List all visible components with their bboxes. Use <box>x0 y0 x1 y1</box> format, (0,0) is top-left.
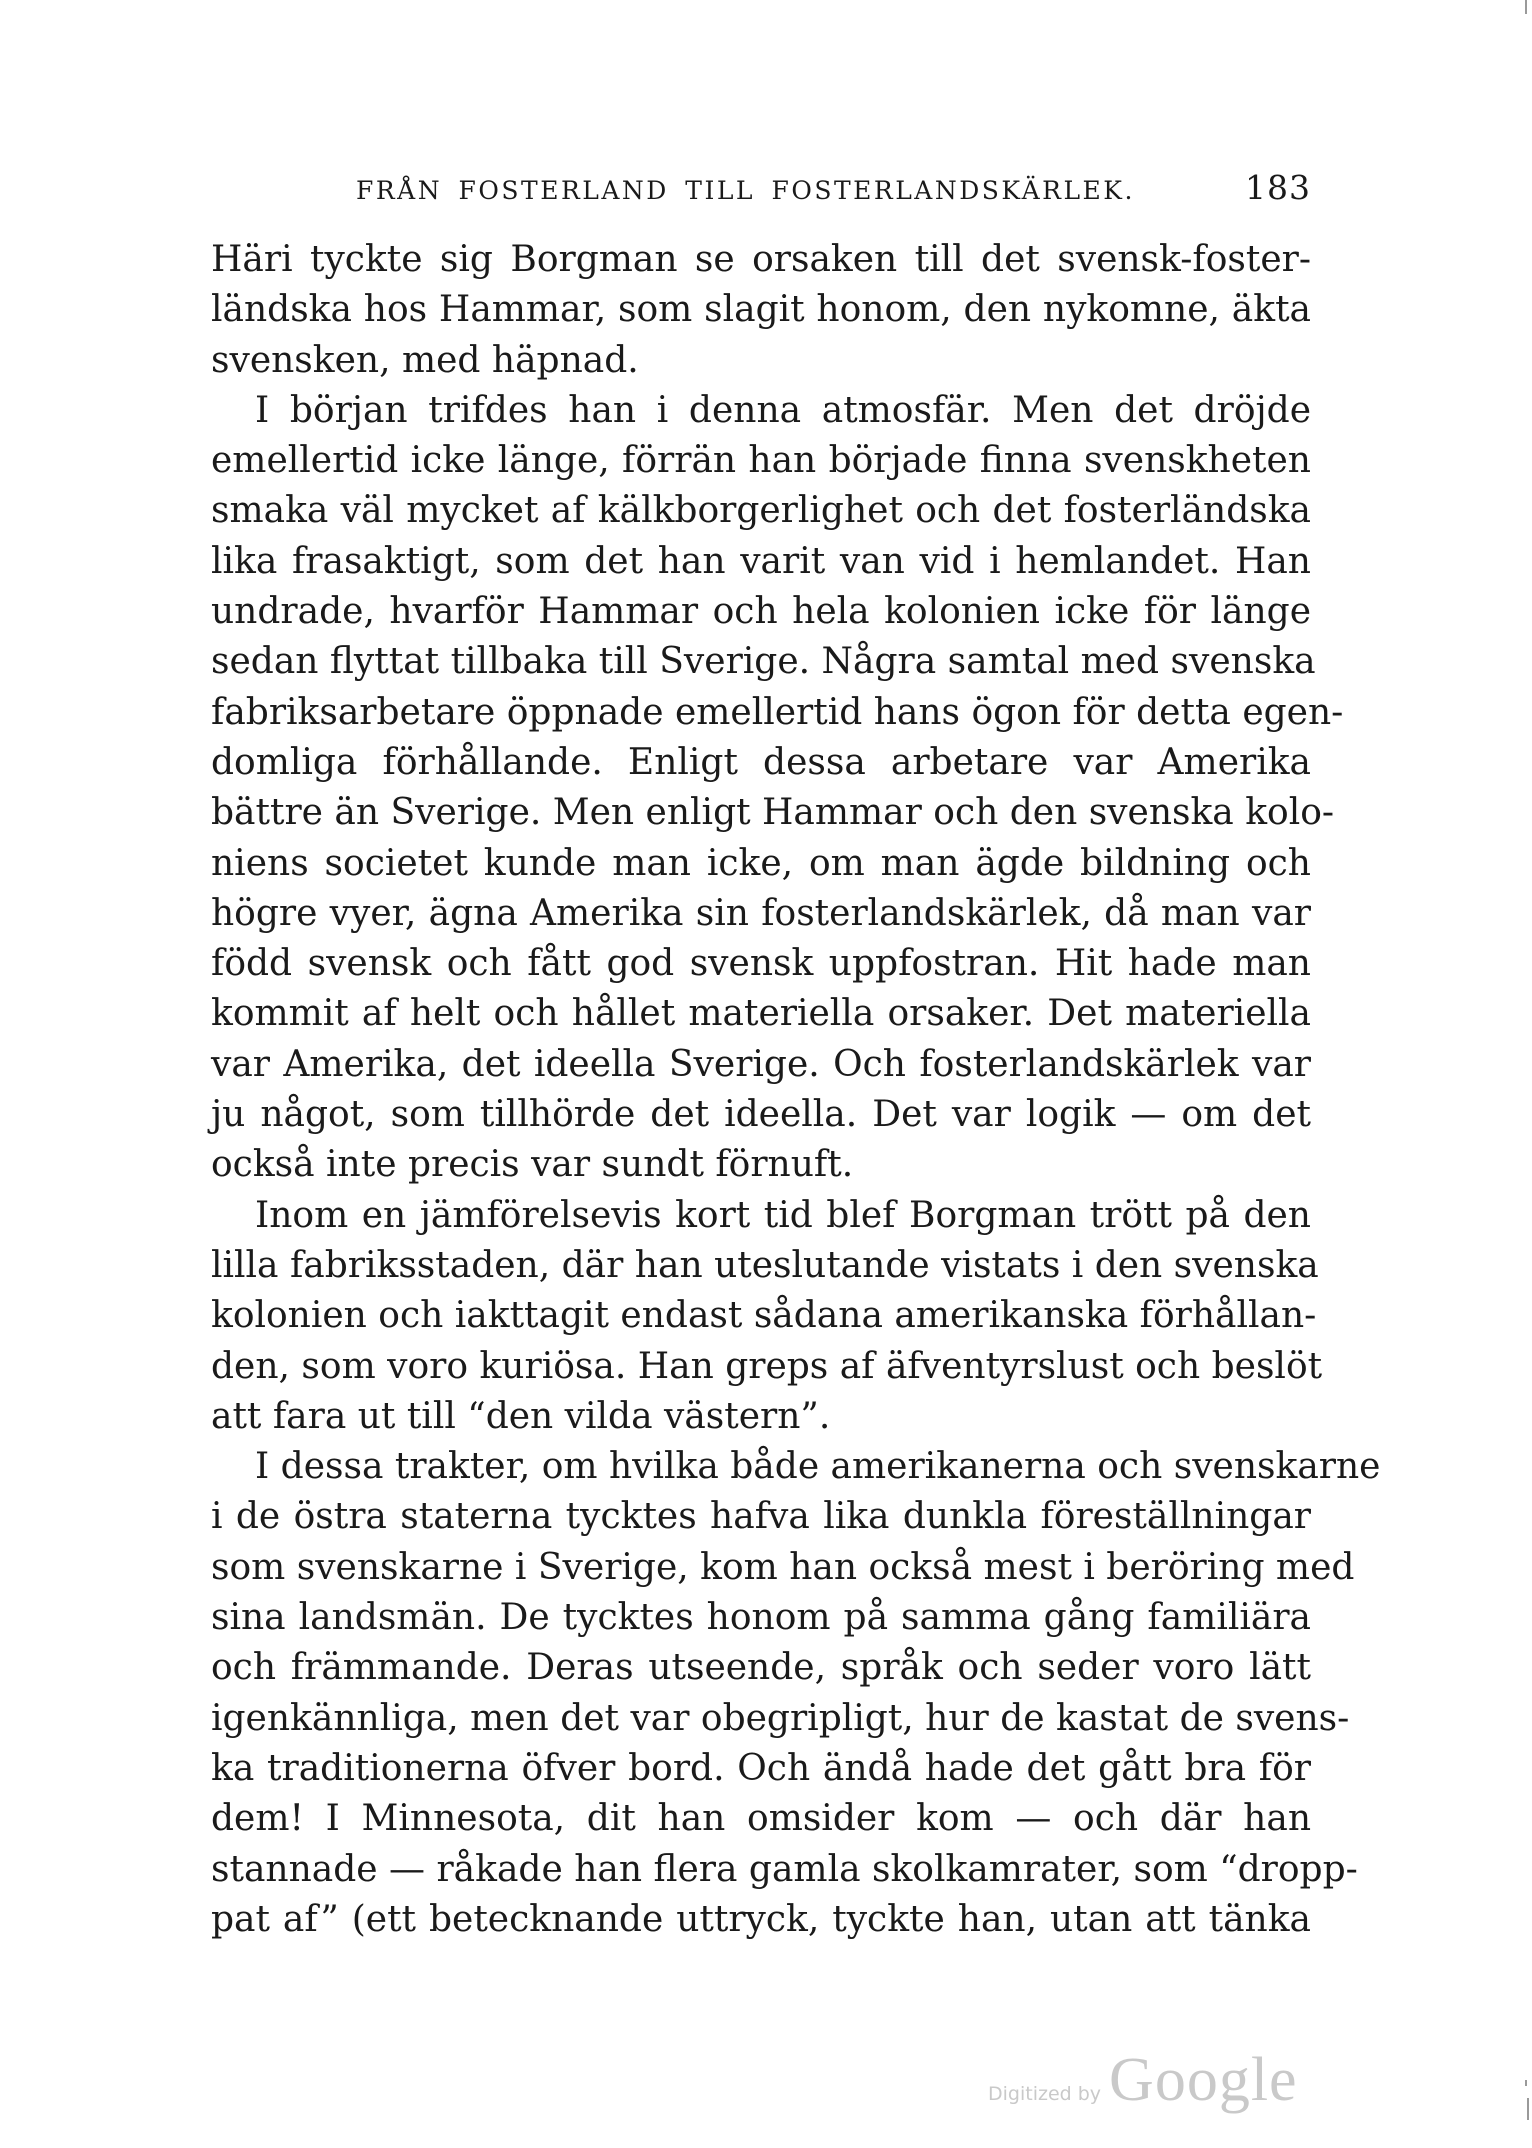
text-line: att fara ut till “den vilda västern”. <box>211 1395 831 1437</box>
running-title: FRÅN FOSTERLAND TILL FOSTERLANDSKÄRLEK. <box>356 176 1135 205</box>
page-number: 183 <box>1245 168 1311 207</box>
watermark-prefix: Digitized by <box>988 2083 1102 2105</box>
text-line: Häri tyckte sig Borgman se orsaken till det svensk-foster- <box>211 239 1311 280</box>
text-line: dem! I Minnesota, dit han omsider kom — och där han <box>211 1798 1311 1840</box>
body-text <box>211 235 1381 1945</box>
text-line: ju något, som tillhörde det ideella. Det var logik — om det <box>211 1094 1311 1136</box>
text-line: högre vyer, ägna Amerika sin fosterlandskärlek, då man var <box>211 892 1311 934</box>
text-line: kommit af helt och hållet materiella orsaker. Det materiella <box>211 993 1311 1035</box>
scan-speck <box>1527 2098 1529 2120</box>
text-line: Inom en jämförelsevis kort tid blef Borgman trött på den <box>255 1194 1311 1236</box>
text-line: kolonien och iakttagit endast sådana amerikanska förhållan- <box>211 1295 1317 1337</box>
scan-speck <box>1525 2080 1527 2086</box>
text-line: ländska hos Hammar, som slagit honom, den nykomne, äkta <box>211 289 1311 331</box>
page-header <box>356 168 1311 208</box>
text-line: född svensk och fått god svensk uppfostran. Hit hade man <box>211 943 1311 985</box>
text-line: niens societet kunde man icke, om man ägde bildning och <box>211 842 1311 884</box>
text-line: också inte precis var sundt förnuft. <box>211 1144 854 1186</box>
text-line: och främmande. Deras utseende, språk och seder voro lätt <box>211 1647 1311 1689</box>
text-line: sina landsmän. De tycktes honom på samma gång familiära <box>211 1597 1311 1639</box>
text-line: den, som voro kuriösa. Han greps af äfventyrslust och beslöt <box>211 1345 1323 1387</box>
text-line: fabriksarbetare öppnade emellertid hans ögon för detta egen- <box>211 691 1344 733</box>
text-line: svensken, med häpnad. <box>211 339 639 381</box>
text-line: undrade, hvarför Hammar och hela kolonien icke för länge <box>211 591 1311 633</box>
text-line: var Amerika, det ideella Sverige. Och fosterlandskärlek var <box>211 1043 1311 1085</box>
text-line: som svenskarne i Sverige, kom han också mest i beröring med <box>211 1546 1355 1588</box>
scan-speck <box>1525 0 1527 14</box>
text-line: domliga förhållande. Enligt dessa arbetare var Amerika <box>211 741 1311 783</box>
text-line: lilla fabriksstaden, där han uteslutande vistats i den svenska <box>211 1244 1319 1286</box>
text-line: stannade — råkade han flera gamla skolkamrater, som “dropp- <box>211 1848 1358 1890</box>
text-line: bättre än Sverige. Men enligt Hammar och den svenska kolo- <box>211 792 1335 834</box>
text-line: lika frasaktigt, som det han varit van vid i hemlandet. Han <box>211 540 1311 582</box>
text-line: I början trifdes han i denna atmosfär. Men det dröjde <box>255 389 1311 431</box>
text-line: sedan flyttat tillbaka till Sverige. Några samtal med svenska <box>211 641 1316 683</box>
google-logo: Google <box>1109 2046 1298 2114</box>
text-line: ka traditionerna öfver bord. Och ändå hade det gått bra för <box>211 1747 1311 1789</box>
text-line: I dessa trakter, om hvilka både amerikanerna och svenskarne <box>255 1446 1381 1488</box>
text-line: igenkännliga, men det var obegripligt, hur de kastat de svens- <box>211 1697 1350 1739</box>
text-line: i de östra staterna tycktes hafva lika dunkla föreställningar <box>211 1496 1311 1538</box>
text-line: emellertid icke länge, förrän han började finna svenskheten <box>211 440 1311 482</box>
text-line: smaka väl mycket af kälkborgerlighet och det fosterländska <box>211 490 1311 532</box>
digitized-watermark <box>988 2045 1298 2116</box>
text-line: pat af” (ett betecknande uttryck, tyckte han, utan att tänka <box>211 1898 1311 1940</box>
